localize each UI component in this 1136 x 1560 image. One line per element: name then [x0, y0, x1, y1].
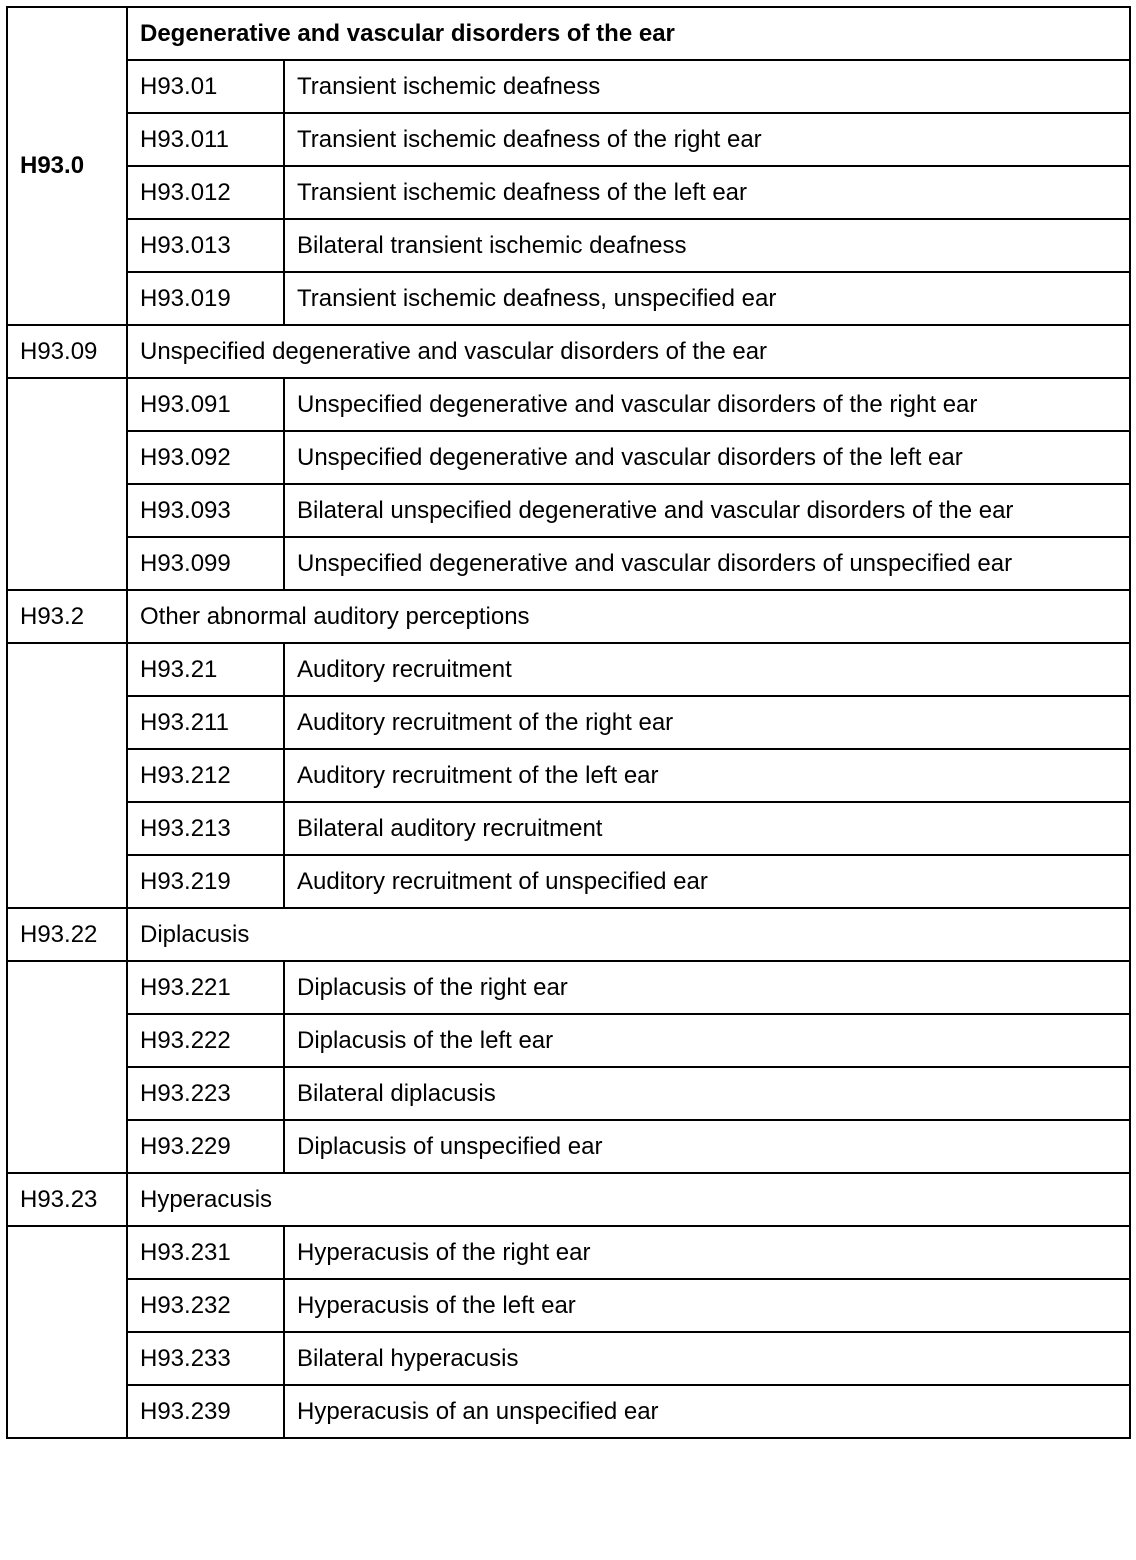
empty-indent-cell [7, 1226, 127, 1438]
table-row [7, 1014, 1130, 1067]
table-row [7, 484, 1130, 537]
description-cell: Bilateral transient ischemic deafness [284, 219, 1130, 272]
group-title: Unspecified degenerative and vascular disorders of the ear [127, 325, 1130, 378]
subcode-cell: H93.221 [127, 961, 284, 1014]
group-code: H93.0 [7, 7, 127, 325]
subcode-cell: H93.013 [127, 219, 284, 272]
subcode-cell: H93.223 [127, 1067, 284, 1120]
description-cell: Hyperacusis of the left ear [284, 1279, 1130, 1332]
group-title: Other abnormal auditory perceptions [127, 590, 1130, 643]
description-cell: Auditory recruitment of unspecified ear [284, 855, 1130, 908]
subcode-cell: H93.093 [127, 484, 284, 537]
group-header-row [7, 1173, 1130, 1226]
subcode-cell: H93.011 [127, 113, 284, 166]
description-cell: Bilateral hyperacusis [284, 1332, 1130, 1385]
description-cell: Unspecified degenerative and vascular disorders of the left ear [284, 431, 1130, 484]
subcode-cell: H93.019 [127, 272, 284, 325]
empty-indent-cell [7, 378, 127, 590]
subcode-cell: H93.233 [127, 1332, 284, 1385]
table-row [7, 378, 1130, 431]
subcode-cell: H93.232 [127, 1279, 284, 1332]
table-row [7, 1332, 1130, 1385]
table-row [7, 643, 1130, 696]
group-code: H93.23 [7, 1173, 127, 1226]
table-row [7, 537, 1130, 590]
table-row [7, 431, 1130, 484]
description-cell: Bilateral unspecified degenerative and vascular disorders of the ear [284, 484, 1130, 537]
table-row [7, 272, 1130, 325]
description-cell: Diplacusis of unspecified ear [284, 1120, 1130, 1173]
empty-indent-cell [7, 961, 127, 1173]
table-row [7, 802, 1130, 855]
table-row [7, 1120, 1130, 1173]
subcode-cell: H93.222 [127, 1014, 284, 1067]
description-cell: Transient ischemic deafness of the left ear [284, 166, 1130, 219]
description-cell: Bilateral diplacusis [284, 1067, 1130, 1120]
subcode-cell: H93.231 [127, 1226, 284, 1279]
subcode-cell: H93.239 [127, 1385, 284, 1438]
group-header-row [7, 590, 1130, 643]
table-row [7, 1385, 1130, 1438]
table-row [7, 696, 1130, 749]
description-cell: Auditory recruitment of the left ear [284, 749, 1130, 802]
subcode-cell: H93.01 [127, 60, 284, 113]
description-cell: Bilateral auditory recruitment [284, 802, 1130, 855]
subcode-cell: H93.229 [127, 1120, 284, 1173]
table-row [7, 1279, 1130, 1332]
description-cell: Diplacusis of the right ear [284, 961, 1130, 1014]
group-title: Diplacusis [127, 908, 1130, 961]
empty-indent-cell [7, 643, 127, 908]
subcode-cell: H93.099 [127, 537, 284, 590]
table-row [7, 219, 1130, 272]
description-cell: Transient ischemic deafness, unspecified ear [284, 272, 1130, 325]
description-cell: Hyperacusis of an unspecified ear [284, 1385, 1130, 1438]
group-title: Hyperacusis [127, 1173, 1130, 1226]
description-cell: Transient ischemic deafness [284, 60, 1130, 113]
group-header-row [7, 908, 1130, 961]
description-cell: Hyperacusis of the right ear [284, 1226, 1130, 1279]
group-code: H93.09 [7, 325, 127, 378]
table-row [7, 1226, 1130, 1279]
description-cell: Unspecified degenerative and vascular disorders of the right ear [284, 378, 1130, 431]
subcode-cell: H93.21 [127, 643, 284, 696]
subcode-cell: H93.091 [127, 378, 284, 431]
table-row [7, 1067, 1130, 1120]
subcode-cell: H93.012 [127, 166, 284, 219]
table-row [7, 166, 1130, 219]
icd-table-body [7, 7, 1130, 1438]
group-title: Degenerative and vascular disorders of the ear [127, 7, 1130, 60]
group-code: H93.2 [7, 590, 127, 643]
table-row [7, 749, 1130, 802]
table-row [7, 855, 1130, 908]
table-row [7, 113, 1130, 166]
description-cell: Unspecified degenerative and vascular disorders of unspecified ear [284, 537, 1130, 590]
subcode-cell: H93.211 [127, 696, 284, 749]
table-row [7, 961, 1130, 1014]
group-code: H93.22 [7, 908, 127, 961]
description-cell: Auditory recruitment [284, 643, 1130, 696]
group-header-row [7, 7, 1130, 60]
description-cell: Auditory recruitment of the right ear [284, 696, 1130, 749]
table-row [7, 60, 1130, 113]
group-header-row [7, 325, 1130, 378]
icd-code-table [6, 6, 1131, 1439]
subcode-cell: H93.092 [127, 431, 284, 484]
subcode-cell: H93.212 [127, 749, 284, 802]
subcode-cell: H93.219 [127, 855, 284, 908]
description-cell: Diplacusis of the left ear [284, 1014, 1130, 1067]
description-cell: Transient ischemic deafness of the right ear [284, 113, 1130, 166]
subcode-cell: H93.213 [127, 802, 284, 855]
